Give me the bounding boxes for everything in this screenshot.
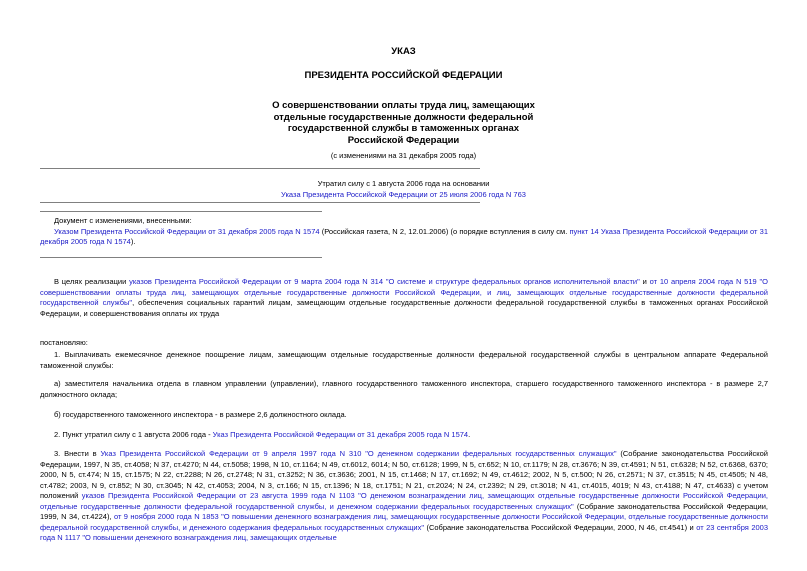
- preamble-text: В целях реализации: [54, 277, 130, 286]
- divider: [40, 211, 322, 212]
- decree-1103-link[interactable]: указов Президента Российской Федерации от 23 августа 1999 года N 1103 "О денежном вознаграждении лиц, замещающих отдельные государственные должности Российской Федерации, отдельные государственные должности федеральной государственной службы, и денежном содержании федеральных государственных служащих": [40, 491, 768, 511]
- paragraph-1b: б) государственного таможенного инспектора - в размере 2,6 должностного оклада.: [54, 410, 347, 419]
- preamble-text: , обеспечения социальных гарантий лицам, замещающим отдельные государственные должности федеральной государственной службы в таможенных органах Российской Федерации, и совершенствования оплаты их труда: [40, 298, 768, 318]
- decree-314-519-link[interactable]: указов Президента Российской Федерации от 9 марта 2004 года N 314 "О системе и структуре федеральных органов исполнительной власти": [129, 277, 640, 286]
- changes-source: (Российская газета, N 2, 12.01.2006) (о порядке вступления в силу см.: [319, 226, 570, 236]
- paragraph-text: (Собрание законодательства Российской Федерации, 1999, N 34, ст.4224),: [40, 501, 768, 521]
- decree-word: постановляю:: [40, 338, 88, 347]
- paragraph-text: (Собрание законодательства Российской Федерации, 1997, N 35, ст.4058; N 37, ст.4270; N 44, ст.5058; 1998, N 10, ст.1164; N 49, ст.6012, 6014; N 50, ст.6128; 1999, N 5, ст.652; N 10, ст.1179; N 28, ст.3676; N 39, ст.4591; N 51, ст.6328; N 52, ст.6368, 6370; 2000, N 5, ст.474; N 15, ст.1575; N 22, ст.2288; N 26, ст.2748; N 31, ст.3252; N 36, ст.3636; 2001, N 15, ст.1468; N 17, ст.1692; N 49, ст.4612; 2002, N 5, ст.500; N 26, ст.2571; N 37, ст.3515; N 45, ст.4505; N 48, ст.4782; 2003, N 9, ст.852; N 30, ст.3045; N 42, ст.4053; 2004, N 3, ст.166; N 15, ст.1396; N 18, ст.1751; N 21, ст.2024; N 24, ст.2392; N 29, ст.3018; N 41, ст.4015, 4019; N 43, ст.4188; N 47, ст.4633) с учетом положений: [40, 449, 768, 500]
- divider: [40, 168, 480, 169]
- subject-line: отдельные государственные должности федеральной: [273, 111, 534, 123]
- subject-line: О совершенствовании оплаты труда лиц, замещающих: [272, 100, 535, 111]
- decree-1853-link[interactable]: от 9 ноября 2000 года N 1853 "О повышении денежного вознаграждения лиц, замещающих государственные должности Российской Федерации, отдельные государственные должности федеральной государственной службы, и денежного содержания федеральных государственных служащих": [40, 512, 768, 532]
- subject-line: Российской Федерации: [347, 134, 460, 146]
- paragraph-text: (Собрание законодательства Российской Федерации, 2000, N 46, ст.4541) и: [424, 522, 697, 532]
- issuer-title: ПРЕЗИДЕНТА РОССИЙСКОЙ ФЕДЕРАЦИИ: [304, 70, 503, 81]
- repeal-link[interactable]: Указ Президента Российской Федерации от 31 декабря 2005 года N 1574: [212, 430, 469, 439]
- changes-text: [40, 227, 768, 248]
- lost-force-link[interactable]: Указа Президента Российской Федерации от 25 июля 2006 года N 763: [281, 190, 526, 199]
- punctuation: .: [468, 430, 471, 439]
- preamble-text: и: [639, 277, 650, 286]
- paragraph-1: 1. Выплачивать ежемесячное денежное поощрение лицам, замещающим отдельные государственные должности федеральной государственной службы в центральном аппарате Федеральной таможенной службы:: [40, 350, 768, 370]
- paragraph-1a: а) заместителя начальника отдела в главном управлении (управлении), главного государственного таможенного инспектора, старшего государственного таможенного инспектора - в размере 2,7 должностного оклада;: [40, 379, 768, 399]
- edition-note: (с изменениями на 31 декабря 2005 года): [330, 151, 477, 160]
- paragraph-3: [40, 449, 768, 544]
- paragraph-text: 2. Пункт утратил силу с 1 августа 2006 года -: [54, 430, 213, 439]
- changes-block: [40, 216, 768, 248]
- preamble: [40, 277, 768, 319]
- decree-1117-link[interactable]: от 23 сентября 2003 года N 1117 "О повышении денежного вознаграждения лиц, замещающих отдельные: [40, 522, 769, 542]
- effective-date-link[interactable]: пункт 14 Указа Президента Российской Федерации от 31 декабря 2005 года N 1574: [40, 226, 768, 246]
- document-type-title: УКАЗ: [391, 46, 416, 57]
- divider: [40, 257, 322, 258]
- paragraph-2: [40, 430, 768, 441]
- amendment-link[interactable]: Указом Президента Российской Федерации от 31 декабря 2005 года N 1574: [54, 226, 320, 236]
- decree-519-link[interactable]: от 10 апреля 2004 года N 519 "О совершенствовании оплаты труда лиц, замещающих отдельные государственные должности Российской Федерации, и лиц, замещающих отдельные государственные должности федеральной государственной службы": [40, 277, 768, 307]
- decree-310-link[interactable]: Указ Президента Российской Федерации от 9 апреля 1997 года N 310 "О денежном содержании федеральных государственных служащих": [100, 449, 617, 458]
- paragraph-text: 3. Внести в: [54, 449, 101, 458]
- subject-line: государственной службы в таможенных органах: [287, 123, 520, 134]
- changes-intro: Документ с изменениями, внесенными:: [54, 216, 192, 225]
- divider: [40, 202, 480, 203]
- punctuation: ).: [130, 237, 136, 246]
- lost-force-note: Утратил силу с 1 августа 2006 года на основании: [317, 179, 490, 188]
- document-subject: [0, 100, 807, 146]
